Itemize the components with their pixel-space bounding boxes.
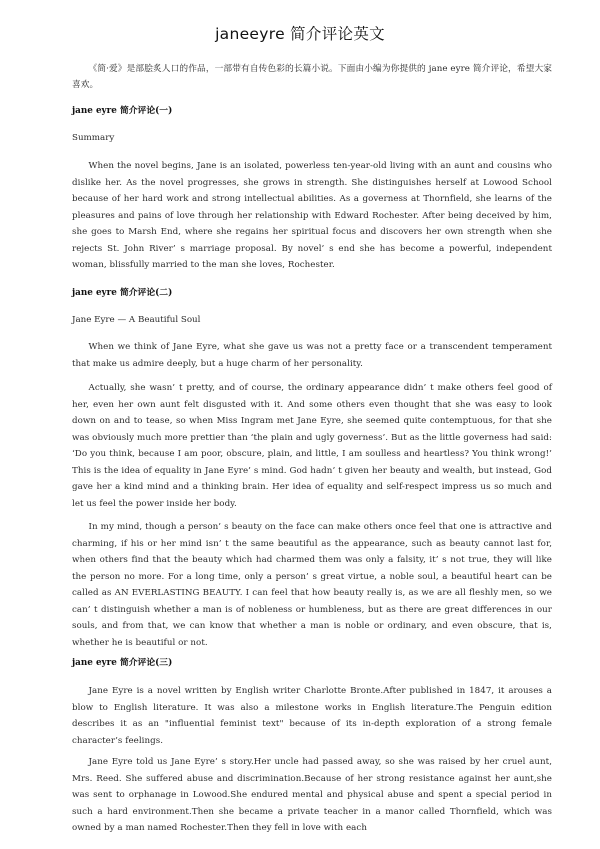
body-paragraph: When we think of Jane Eyre, what she gave us was not a pretty face or a transcendent temperament that make us admire deeply, but a huge charm of her personality.: [72, 342, 552, 369]
section-subtitle: Jane Eyre — A Beautiful Soul: [72, 315, 201, 325]
section-heading: jane eyre 简介评论(二): [72, 288, 173, 298]
body-paragraph: When the novel begins, Jane is an isolated, powerless ten-year-old living with an aunt and cousins who dislike her. As the novel progresses, she grows in strength. She distinguishes herself at Lowood School because of her hard work and strong intellectual abilities. As a governess at Thornfield, she learns of the pleasures and pains of love through her relationship with Edward Rochester. After being deceived by him, she goes to Marsh End, where she regains her spiritual focus and discovers her own strength when she rejects St. John River’ s marriage proposal. By novel’ s end she has become a powerful, independent woman, blissfully married to the man she loves, Rochester.: [72, 161, 552, 270]
section-subtitle: Summary: [72, 133, 115, 143]
body-paragraph: Actually, she wasn’ t pretty, and of course, the ordinary appearance didn’ t make others feel good of her, even her own aunt felt disgusted with it. And some others even thought that she was easy to look down on and to tease, so when Miss Ingram met Jane Eyre, she seemed quite contemptuous, for that she was obviously much more prettier than ‘the plain and ugly governess’. But as the little governess had said: ‘Do you think, because I am poor, obscure, plain, and little, I am soulless and heartless? You think wrong!’ This is the idea of equality in Jane Eyre’ s mind. God hadn’ t given her beauty and wealth, but instead, God gave her a kind mind and a thinking brain. Her idea of equality and self-respect impress us so much and let us feel the power inside her body.: [72, 383, 552, 509]
body-paragraph: Jane Eyre is a novel written by English writer Charlotte Bronte.After published in 1847, it arouses a blow to English literature. It was also a milestone works in English literature.The Penguin edition describes it as an "influential feminist text" because of its in-depth exploration of a strong female character’s feelings.: [72, 686, 552, 746]
body-paragraph: In my mind, though a person’ s beauty on the face can make others once feel that one is attractive and charming, if his or her mind isn’ t the same beautiful as the appearance, such as beauty cannot last for, when others find that the beauty which had charmed them was only a falsity, it’ s not true, they will like the person no more. For a long time, only a person’ s great virtue, a noble soul, a beautiful heart can be called as AN EVERLASTING BEAUTY. I can feel that how beauty really is, as we are all fleshly men, so we can’ t distinguish whether a man is of nobleness or humbleness, but as there are great differences in our souls, and from that, we can know that whether a man is noble or ordinary, and even obscure, that is, whether he is beautiful or not.: [72, 522, 552, 648]
intro-paragraph: 《简·爱》是部脍炙人口的作品，一部带有自传色彩的长篇小说。下面由小编为你提供的 jane eyre 简介评论，希望大家喜欢。: [72, 64, 552, 90]
body-paragraph: Jane Eyre told us Jane Eyre’ s story.Her uncle had passed away, so she was raised by her cruel aunt, Mrs. Reed. She suffered abuse and discrimination.Because of her strong resistance against her aunt,she was sent to orphanage in Lowood.She endured mental and physical abuse and spent a special period in such a hard environment.Then she became a private teacher in a manor called Thornfield, which was owned by a man named Rochester.Then they fell in love with each: [72, 757, 552, 833]
section-heading: jane eyre 简介评论(三): [72, 658, 173, 668]
document-title: janeeyre 简介评论英文: [215, 25, 385, 43]
section-heading: jane eyre 简介评论(一): [72, 106, 173, 116]
